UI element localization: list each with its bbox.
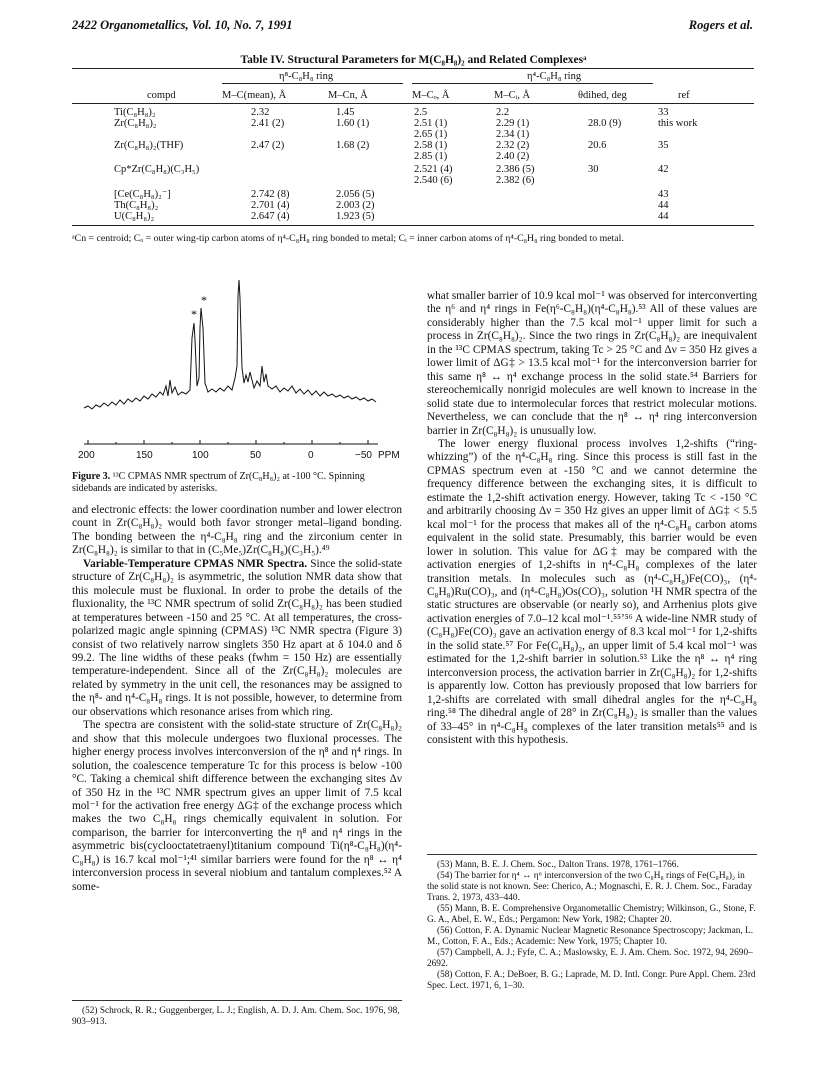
- x-axis-ticks: [88, 440, 368, 444]
- footnote: (55) Mann, B. E. Comprehensive Organometallic Chemistry; Wilkinson, G., Stone, F. G. A., Abel, E. W., Eds.; Pergamon: New York, 1982; Chapter 20.: [427, 904, 756, 925]
- header-authors: Rogers et al.: [688, 18, 753, 32]
- paragraph-text: Since the solid-state structure of Zr(C₈H₈)₂ is asymmetric, the solution NMR data show that this molecule must be fluxional. In order to probe the details of the fluxionality, the ¹³C NMR spectrum of solid Zr(C₈H₈)₂ has been studied at temperatures between -150 and 25 °C. At all temperatures, the cross-polarized magic angle spinning (CPMAS) ¹³C NMR spectra (Figure 3) consist of two relatively narrow singlets 350 Hz apart at δ 104.0 and δ 99.2. The line widths of these peaks (fwhm = 150 Hz) are essentially temperature-independent. Since all of the Zr(C₈H₈)₂ molecules are related by symmetry in the unit cell, the resonances may be assigned to the η⁸- and η⁴-C₈H₈ rings. It is not possible, however, to determine from our observations which resonance arises from which ring.: [72, 557, 402, 718]
- table-header-m-ci: M–Cᵢ, Å: [494, 90, 531, 101]
- table-header-m-cn: M–Cn, Å: [328, 90, 368, 101]
- footnote: (56) Cotton, F. A. Dynamic Nuclear Magnetic Resonance Spectroscopy; Jackman, L. M., Cotton, F. A., Eds.; Academic: New York, 1975; Chapter 10.: [427, 926, 754, 947]
- footnote: (52) Schrock, R. R.; Guggenberger, L. J.; English, A. D. J. Am. Chem. Soc. 1976, 98, 903–913.: [72, 1006, 400, 1027]
- footnotes-left: [72, 1006, 402, 1028]
- spectrum-trace: [84, 280, 376, 409]
- journal-page: 2422 Organometallics, Vol. 10, No. 7, 1991 Rogers et al. Table IV. Structural Parameters for M(C₈H₈)₂ and Related Complexesᵃ η⁸-C₈H₈ ring η⁴-C₈H₈ ring compd M–C(mean), Å M–Cn, Å M–Cₒ, Å M–Cᵢ, Å θdihed, deg ref Ti(C₈H₈)₂ 2.32 1.45 2.5 2.2 33 Zr(C₈H₈)₂ 2.41 (2) 1.60 (1) 2.51 (1) 2.29 (1) 28.0 (9) this work 2.65 (1) 2.34 (1) Zr(C₈H₈)₂(THF) 2.47 (2) 1.68 (2) 2.58 (1) 2.32 (2) 20.6 35 2.85 (1) 2.40 (2) Cp*Zr(C₈H₈)(C₃H₅) 2.521 (4) 2.386 (5) 30 42 2.540 (6) 2.382 (6) [Ce(C₈H₈)₂⁻] 2.742 (8) 2.056 (5) 43 Th(C₈H₈)₂ 2.701 (4) 2.003 (2) 44 U(C₈H₈)₂ 2.647 (4) 1.923 (5) 44 ᵃCn = centroid; Cₒ = outer wing-tip carbon atoms of η⁴-C₈H₈ ring bonded to metal; Cᵢ = inner carbon atoms of η⁴-C₈H₈ ring bonded to metal. * * 200 150 100 50 0 −50 PPM Figure 3. ¹³C CPMAS NMR spectrum of Zr(C₈H₈)₂ at -100 °C. Spinning sidebands are indicated by asterisks. and electronic effects: the lower coordination number and lower electron count in Zr(C₈H₈)₂ would both favor stronger metal–ligand bonding. The bonding between the η⁴-C₈H₈ ring and the zirconium center in Zr(C₈H₈)₂ is similar to that in (C₅Me₅)Zr(C₈H₈)(C₃H₅).⁴⁹ Variable-Temperature CPMAS NMR Spectra. Since the solid-state structure of Zr(C₈H₈)₂ is asymmetric, the solution NMR data show that this molecule must be fluxional. In order to probe the details of the fluxionality, the ¹³C NMR spectrum of solid Zr(C₈H₈)₂ has been studied at temperatures between -150 and 25 °C. At all temperatures, the cross-polarized magic angle spinning (CPMAS) ¹³C NMR spectra (Figure 3) consist of two relatively narrow singlets 350 Hz apart at δ 104.0 and δ 99.2. The line widths of these peaks (fwhm = 150 Hz) are essentially temperature-independent. Since all of the Zr(C₈H₈)₂ molecules are related by symmetry in the unit cell, the resonances may be assigned to the η⁸- and η⁴-C₈H₈ rings. It is not possible, however, to determine from our observations which resonance arises from which ring. The spectra are consistent with the solid-state structure of Zr(C₈H₈)₂ and show that this molecule undergoes two fluxional processes. The higher energy process involves interconversion of the η⁸ and η⁴ rings. In solution, the coalescence temperature Tc for this process is below -100 °C. Taking a chemical shift difference between the exchanging sites Δν of 350 Hz in the ¹³C NMR spectrum gives an upper limit of 7.5 kcal mol⁻¹ for the activation free energy ΔG‡ of the exchange process which makes the two C₈H₈ rings chemically equivalent in solution. For comparison, the barrier for interconverting the η⁸ and η⁴ rings in the asymmetric bis(cyclooctatetraenyl)titanium compound Ti(η⁸-C₈H₈)(η⁴-C₈H₈) is 16.7 kcal mol⁻¹;⁴¹ similar barriers were found for the η⁸ ↔ η⁴ interconversion process in several niobium and tantalum complexes.⁵² A some- what smaller barrier of 10.9 kcal mol⁻¹ was observed for interconverting the η⁶ and η⁴ rings in Fe(η⁶-C₈H₈)(η⁴-C₈H₈).⁵³ All of these values are considerably higher than the 7.5 kcal mol⁻¹ upper limit for such a process in Zr(C₈H₈)₂. Since the two rings in Zr(C₈H₈)₂ are inequivalent in the ¹³C CPMAS spectrum, taking Tc > 25 °C and Δν = 350 Hz gives a lower limit of ΔG‡ > 13.5 kcal mol⁻¹ for the interconversion barrier for this same η⁸ ↔ η⁴ exchange process in the solid state.⁵⁴ Barriers for stereochemically nonrigid molecules are well known to increase in the solid state due to intermolecular forces that restrict molecular motions. Nevertheless, we can conclude that the η⁸ ↔ η⁴ ring interconversion barrier in Zr(C₈H₈)₂ is unusually low. The lower energy fluxional process involves 1,2-shifts (“ring-whizzing”) of the η⁴-C₈H₈ ring. Since this process is still fast in the CPMAS spectrum even at -150 °C and we cannot determine the frequency difference between the exchanging sites, it is difficult to estimate the 1,2-shift activation energy. However, taking Tc < -150 °C and arbitrarily choosing Δν = 350 Hz gives an upper limit of ΔG‡ < 5.5 kcal mol⁻¹ for the process that makes all of the η⁴-C₈H₈ carbon atoms equivalent in the solid state. Presumably, this barrier would be even lower in solution. This value for ΔG‡ may be compared with the activation energies of 1,2-shifts in η⁴-C₈H₈ complexes of the later transition metals. In molecules such as (η⁴-C₈H₈)Fe(CO)₃, (η⁴-C₈H₈)Ru(CO)₃, and (η⁴-C₈H₈)Os(CO)₃, solution ¹H NMR spectra of the static structures are observable (or nearly so), and Arrhenius plots give activation energies of 7.0–12 kcal mol⁻¹.⁵⁵ʼ⁵⁶ A wide-line NMR study of (C₈H₈)Fe(CO)₃ gave an activation energy of 8.3 kcal mol⁻¹ for 1,2-shifts in the solid state.⁵⁷ For Fe(C₈H₈)₂, an upper limit of 5.4 kcal mol⁻¹ was estimated for the 1,2-shift barrier in solution.⁵³ Like the η⁸ ↔ η⁴ ring interconversion process, the activation barrier in Zr(C₈H₈)₂ for 1,2-shifts is apparently low. Cotton has previously proposed that low barriers for 1,2-shifts are correlated with small dihedral angles for the η⁴-C₈H₈ ring.⁵⁸ The dihedral angle of 28° in Zr(C₈H₈)₂ is smaller than the values of 33–45° in η⁴-C₈H₈ complexes of the later transition metals⁵⁵ and is consistent with this hypothesis. (52) Schrock, R. R.; Guggenberger, L. J.; English, A. D. J. Am. Chem. Soc. 1976, 98, 903–913. (53) Mann, B. E. J. Chem. Soc., Dalton Trans. 1978, 1761–1766. (54) The barrier for η⁴ ↔ η⁶ interconversion of the two C₈H₈ rings of Fe(C₈H₈)₂ in the solid state is not known. See: Cherico, A.; Mognaschi, E. R. J. Chem. Soc., Faraday Trans. 2, 1973, 433–440. (55) Mann, B. E. Comprehensive Organometallic Chemistry; Wilkinson, G., Stone, F. G. A., Abel, E. W., Eds.; Pergamon: New York, 1982; Chapter 20. (56) Cotton, F. A. Dynamic Nuclear Magnetic Resonance Spectroscopy; Jackman, L. M., Cotton, F. A., Eds.; Academic: New York, 1975; Chapter 10. (57) Campbell, A. J.; Fyfe, C. A.; Maslowsky, E. J. Am. Chem. Soc. 1972, 94, 2690–2692. (58) Cotton, F. A.; DeBoer, B. G.; Laprade, M. D. Intl. Congr. Pure Appl. Chem. 23rd Spec. Lect. 1971, 6, 1–30.: [0, 0, 827, 1071]
- figure-caption-label: Figure 3.: [72, 471, 111, 482]
- section-heading: Variable-Temperature CPMAS NMR Spectra.: [83, 557, 308, 570]
- running-header: [72, 18, 753, 34]
- tick-label: −50: [355, 450, 372, 461]
- table-group-eta8: η⁸-C₈H₈ ring: [279, 71, 334, 82]
- table-header-ref: ref: [678, 90, 690, 101]
- figure-caption-text: ¹³C CPMAS NMR spectrum of Zr(C₈H₈)₂ at -100 °C. Spinning sidebands are indicated by asterisks.: [72, 471, 365, 494]
- header-journal: 2422 Organometallics, Vol. 10, No. 7, 1991: [72, 18, 293, 32]
- tick-label: 200: [78, 450, 95, 461]
- paragraph: The lower energy fluxional process involves 1,2-shifts (“ring-whizzing”) of the η⁴-C₈H₈ ring. Since this process is still fast in the CPMAS spectrum even at -150 °C and we cannot determine the frequency difference between the exchanging sites, it is difficult to estimate the 1,2-shift activation energy. However, taking Tc < -150 °C and arbitrarily choosing Δν = 350 Hz gives an upper limit of ΔG‡ < 5.5 kcal mol⁻¹ for the process that makes all of the η⁴-C₈H₈ carbon atoms equivalent in the solid state. Presumably, this barrier would be even lower in solution. This value for ΔG‡ may be compared with the activation energies of 1,2-shifts in η⁴-C₈H₈ complexes of the later transition metals. In molecules such as (η⁴-C₈H₈)Fe(CO)₃, (η⁴-C₈H₈)Ru(CO)₃, and (η⁴-C₈H₈)Os(CO)₃, solution ¹H NMR spectra of the static structures are observable (or nearly so), and Arrhenius plots give activation energies of 7.0–12 kcal mol⁻¹.⁵⁵ʼ⁵⁶ A wide-line NMR study of (C₈H₈)Fe(CO)₃ gave an activation energy of 8.3 kcal mol⁻¹ for 1,2-shifts in the solid state.⁵⁷ For Fe(C₈H₈)₂, an upper limit of 5.4 kcal mol⁻¹ was estimated for the 1,2-shift barrier in solution.⁵³ Like the η⁸ ↔ η⁴ ring interconversion process, the activation barrier in Zr(C₈H₈)₂ for 1,2-shifts is apparently low. Cotton has previously proposed that low barriers for 1,2-shifts are correlated with small dihedral angles for the η⁴-C₈H₈ ring.⁵⁸ The dihedral angle of 28° in Zr(C₈H₈)₂ is smaller than the values of 33–45° in η⁴-C₈H₈ complexes of the later transition metals⁵⁵ and is consistent with this hypothesis.: [427, 437, 757, 746]
- tick-label: 0: [308, 450, 314, 461]
- footnotes-right: [427, 860, 757, 992]
- paragraph: and electronic effects: the lower coordination number and lower electron count in Zr(C₈H₈)₂ would both favor stronger metal–ligand bonding. The bonding between the η⁴-C₈H₈ ring and the zirconium center in Zr(C₈H₈)₂ is similar to that in (C₅Me₅)Zr(C₈H₈)(C₃H₅).⁴⁹: [72, 504, 402, 557]
- table-header-dihedral: θdihed, deg: [578, 90, 627, 101]
- tick-label: 150: [136, 450, 153, 461]
- paragraph: The spectra are consistent with the solid-state structure of Zr(C₈H₈)₂ and show that this molecule undergoes two fluxional processes. The higher energy process involves interconversion of the η⁸ and η⁴ rings. In solution, the coalescence temperature Tc for this process is below -100 °C. Taking a chemical shift difference between the exchanging sites Δν of 350 Hz in the ¹³C NMR spectrum gives an upper limit of 7.5 kcal mol⁻¹ for the activation free energy ΔG‡ of the exchange process which makes the two C₈H₈ rings chemically equivalent in solution. For comparison, the barrier for interconverting the η⁸ and η⁴ rings in the asymmetric bis(cyclooctatetraenyl)titanium compound Ti(η⁸-C₈H₈)(η⁴-C₈H₈) is 16.7 kcal mol⁻¹;⁴¹ similar barriers were found for the η⁸ ↔ η⁴ interconversion process in several niobium and tantalum complexes.⁵² A some-: [72, 719, 402, 893]
- left-column: [72, 504, 402, 894]
- tick-label: 50: [250, 450, 262, 461]
- nmr-spectrum-figure: [72, 268, 402, 473]
- table-title: Table IV. Structural Parameters for M(C₈H₈)₂ and Related Complexesᵃ: [240, 54, 587, 66]
- table-header-mc-mean: M–C(mean), Å: [222, 90, 287, 101]
- paragraph: what smaller barrier of 10.9 kcal mol⁻¹ was observed for interconverting the η⁶ and η⁴ rings in Fe(η⁶-C₈H₈)(η⁴-C₈H₈).⁵³ All of these values are considerably higher than the 7.5 kcal mol⁻¹ upper limit for such a process in Zr(C₈H₈)₂. Since the two rings in Zr(C₈H₈)₂ are inequivalent in the ¹³C CPMAS spectrum, taking Tc > 25 °C and Δν = 350 Hz gives a lower limit of ΔG‡ > 13.5 kcal mol⁻¹ for the interconversion barrier for this same η⁸ ↔ η⁴ exchange process in the solid state.⁵⁴ Barriers for stereochemically nonrigid molecules are well known to increase in the solid state due to intermolecular forces that restrict molecular motions. Nevertheless, we can conclude that the η⁸ ↔ η⁴ ring interconversion barrier in Zr(C₈H₈)₂ is unusually low.: [427, 290, 757, 437]
- sideband-asterisk: *: [201, 293, 207, 307]
- table-header-m-co: M–Cₒ, Å: [412, 90, 450, 101]
- table-footnote: ᵃCn = centroid; Cₒ = outer wing-tip carbon atoms of η⁴-C₈H₈ ring bonded to metal; Cᵢ = inner carbon atoms of η⁴-C₈H₈ ring bonded to metal.: [72, 233, 624, 244]
- table-group-eta4: η⁴-C₈H₈ ring: [527, 71, 582, 82]
- axis-unit-label: PPM: [378, 450, 400, 461]
- footnote: (57) Campbell, A. J.; Fyfe, C. A.; Maslowsky, E. J. Am. Chem. Soc. 1972, 94, 2690–2692.: [427, 948, 753, 969]
- footnote: (53) Mann, B. E. J. Chem. Soc., Dalton Trans. 1978, 1761–1766.: [437, 860, 679, 870]
- footnote: (58) Cotton, F. A.; DeBoer, B. G.; Laprade, M. D. Intl. Congr. Pure Appl. Chem. 23rd Spec. Lect. 1971, 6, 1–30.: [427, 970, 756, 991]
- right-column: [427, 290, 757, 747]
- paragraph: [72, 558, 402, 719]
- footnote: (54) The barrier for η⁴ ↔ η⁶ interconversion of the two C₈H₈ rings of Fe(C₈H₈)₂ in the solid state is not known. See: Cherico, A.; Mognaschi, E. R. J. Chem. Soc., Faraday Trans. 2, 1973, 433–440.: [427, 871, 753, 903]
- table-header-compd: compd: [147, 90, 176, 101]
- nmr-spectrum-plot: [72, 268, 402, 468]
- tick-label: 100: [192, 450, 209, 461]
- figure-caption: [72, 471, 402, 495]
- sideband-asterisk: *: [191, 307, 197, 321]
